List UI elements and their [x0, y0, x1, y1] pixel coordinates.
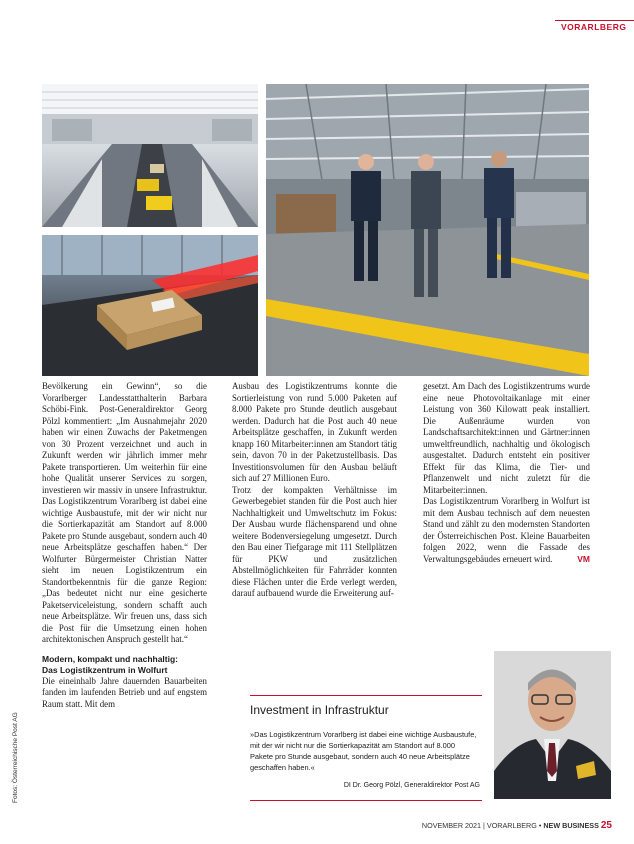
article-column-3: [423, 381, 590, 565]
photo-credit: Fotos: Österreichische Post AG: [12, 712, 19, 803]
article-column-1: [42, 381, 207, 710]
infobox-author: DI Dr. Georg Pölzl, Generaldirektor Post AG: [343, 782, 480, 789]
subheading: [42, 654, 207, 676]
paragraph: gesetzt. Am Dach des Logistikzentrums wurde eine neue Photovoltaikanlage mit einer Leistung von 360 Kilowatt peak installiert. Die Außenräume wurden von Landschaftsarchitekt:innen und Gärtner:innen umweltfreundlich, nachhaltig und ökologisch ausgestaltet. Dadurch entsteht ein positiver Effekt für das Klima, die Tier- und Pflanzenwelt und nicht zuletzt für die Mitarbeiter:innen.: [423, 381, 590, 495]
paragraph-text: Das Logistikzentrum Vorarlberg in Wolfurt ist mit dem Ausbau technisch auf dem neuesten Stand und zählt zu den modernsten Standorten der Österreichischen Post. Kleine Bauarbeiten folgen 2022, wenn die Fassade des Verwaltungsgebäudes erneuert wird.: [423, 496, 590, 564]
section-tag: [555, 20, 634, 37]
footer-brand: NEW BUSINESS: [543, 821, 599, 830]
subheading-line-1: Modern, kompakt und nachhaltig:: [42, 653, 179, 664]
paragraph: [423, 496, 590, 565]
infobox-title: Investment in Infrastruktur: [250, 703, 389, 717]
infobox-quote: »Das Logistikzentrum Vorarlberg ist dabei eine wichtige Ausbaustufe, mit der wir nicht nur die Sortierkapazität am Standort auf 8.000 Pakete pro Stunde ausgebaut, sondern auch 40 neue Arbeitsplätze geschaffen haben.«: [250, 730, 477, 772]
paragraph: Die eineinhalb Jahre dauernden Bauarbeiten fanden im laufenden Betrieb und auf engstem Raum statt. Mit dem: [42, 675, 207, 709]
footer-separator: |: [483, 821, 487, 830]
portrait-photo: [494, 651, 611, 799]
footer-region: VORARLBERG: [486, 821, 537, 830]
footer-dot: •: [538, 821, 544, 830]
photo-parcel-scanner: [42, 235, 258, 376]
article-column-2: [232, 381, 397, 600]
section-label: VORARLBERG: [561, 22, 627, 32]
photo-sorting-hall: [42, 84, 258, 227]
footer-date: NOVEMBER 2021: [421, 821, 482, 830]
photo-executives-hall: [266, 84, 589, 376]
page-number: 25: [600, 820, 612, 831]
paragraph: Ausbau des Logistikzentrums konnte die Sortierleistung von rund 5.000 Paketen auf 8.000 Pakete pro Stunde deutlich ausgebaut werden. Dadurch hat die Post auch 40 neue Arbeitsplätze geschaffen, in Zukunft werden knapp 160 Mitarbeiter:innen am Standort tätig sein, davon 70 in der Paketzustellbasis. Das Investitionsvolumen für den Ausbau beläuft sich auf 27 Millionen Euro.: [232, 381, 397, 483]
subheading-line-2: Das Logistikzentrum in Wolfurt: [42, 664, 168, 675]
page-footer: [300, 820, 612, 831]
author-signature: VM: [577, 553, 590, 564]
infobox: [250, 695, 482, 801]
paragraph: Trotz der kompakten Verhältnisse im Gewerbegebiet standen für die Post auch hier Nachhaltigkeit und Umweltschutz im Fokus: Der Ausbau wurde flächensparend und ohne weitere Bodenversiegelung umgesetzt. Durch den Bau einer Tiefgarage mit 111 Stellplätzen für PKW und zusätzlichen Abstellmöglichkeiten für Fahrräder konnten diese Flächen unter die Erde verlegt werden, darauf aufbauend wurde die Erweiterung auf-: [232, 484, 397, 598]
paragraph: Bevölkerung ein Gewinn“, so die Vorarlberger Landesstatthalterin Barbara Schöbi-Fink. Post-Generaldirektor Georg Pölzl kommentiert: „Im Ausnahmejahr 2020 haben wir einen Zuwachs der Paketmengen von 30 Prozent verzeichnet und auch in Zukunft werden wir jährlich immer mehr Pakete transportieren. Um weiterhin für eine hohe Qualität unserer Services zu sorgen, investieren wir massiv in unsere Infrastruktur. Das Logistikzentrum Vorarlberg ist dabei eine wichtige Ausbaustufe, mit der wir nicht nur die Sortierkapazität am Standort auf 8.000 Pakete pro Stunde ausgebaut, sondern auch 40 neue Arbeitsplätze geschaffen haben.“ Der Wolfurter Bürgermeister Christian Natter sieht im neuen Logistikzentrum ein Standortbekenntnis für die ganze Region: „Das bedeutet nicht nur eine gesicherte Paketserviceleistung, sondern schafft auch neue Arbeitsplätze. Wir freuen uns, dass sich die Post für die Umsetzung einen hohen architektonischen Anspruch gestellt hat.“: [42, 381, 207, 644]
